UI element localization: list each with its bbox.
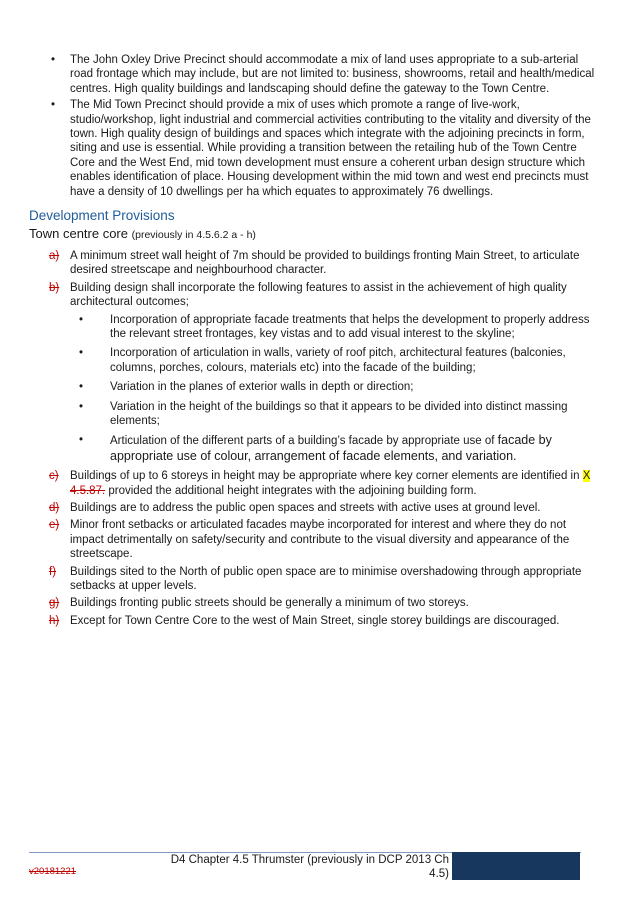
provision-a: [29, 249, 597, 278]
provision-text-end: provided the additional height integrates with the adjoining building form.: [105, 484, 477, 497]
sub-item-text: Variation in the planes of exterior walls in depth or direction;: [110, 381, 414, 394]
list-marker: f): [49, 565, 57, 578]
list-marker: b): [49, 281, 60, 294]
list-item: [29, 380, 597, 394]
bullet-icon: •: [51, 54, 56, 66]
bullet-icon: •: [79, 381, 84, 394]
bullet-icon: •: [79, 434, 84, 447]
provisions-list: [29, 249, 597, 628]
provision-g: [29, 596, 597, 610]
sub-item-text: Articulation of the different parts of a building’s facade by appropriate use of: [110, 435, 498, 448]
bullet-icon: •: [79, 347, 84, 360]
list-item: [29, 53, 597, 96]
highlight-mark: X: [582, 470, 591, 483]
provision-text: Buildings of up to 6 storeys in height may be appropriate where key corner elements are identified in: [70, 470, 583, 483]
page-content: [29, 53, 597, 631]
list-marker: c): [49, 470, 59, 483]
list-item: [29, 400, 597, 429]
list-item: [29, 98, 597, 199]
provision-h: [29, 614, 597, 628]
provision-text: Minor front setbacks or articulated facades maybe incorporated for interest and where they do not impact detrimentally on safety/security and contribute to the visual diversity and appearance of the streetscape.: [70, 519, 570, 561]
provision-text: A minimum street wall height of 7m should be provided to buildings fronting Main Street, to articulate desired streetscape and neighbourhood character.: [70, 249, 580, 277]
provision-d: [29, 501, 597, 515]
provision-text: Buildings are to address the public open spaces and streets with active uses at ground level.: [70, 501, 541, 514]
footer-color-block: [452, 852, 580, 880]
list-marker: d): [49, 501, 60, 514]
intro-bullet-text: The Mid Town Precinct should provide a mix of uses which promote a range of live-work, studio/workshop, light industrial and commercial activities contributing to the vitality and diversity of the town. High quality design of buildings and spaces which integrate with the adjoining precincts in form, siting and use is essential. While providing a transition between the retailing hub of the Town Centre Core and the West End, mid town development must ensure a coherent urban design structure which enables identification of place. Housing development within the mid town and west end precincts must have a density of 10 dwellings per ha which equates to approximately 76 dwellings.: [70, 99, 591, 198]
provision-text: Buildings sited to the North of public open space are to minimise overshadowing through appropriate setbacks at upper levels.: [70, 565, 582, 592]
subheading: [29, 227, 597, 242]
list-item: [29, 346, 597, 375]
subheading-note: (previously in 4.5.6.2 a - h): [131, 229, 256, 242]
bullet-icon: •: [79, 313, 84, 326]
list-marker: e): [49, 519, 60, 532]
provision-b: [29, 281, 597, 464]
footer-title-line2: 4.5): [429, 868, 449, 880]
provision-text: Buildings fronting public streets should be generally a minimum of two storeys.: [70, 597, 469, 610]
provision-e: [29, 518, 597, 561]
footer-title-line1: D4 Chapter 4.5 Thrumster (previously in DCP 2013 Ch: [170, 854, 449, 866]
bullet-icon: •: [79, 400, 84, 413]
list-marker: g): [49, 597, 60, 610]
list-marker: a): [49, 249, 60, 262]
feature-sub-list: [70, 313, 597, 465]
sub-item-text: Variation in the height of the buildings so that it appears to be divided into distinct massing elements;: [110, 400, 568, 427]
intro-bullet-text: The John Oxley Drive Precinct should accommodate a mix of land uses appropriate to a sub-arterial road frontage which may include, but are not limited to: business, showrooms, retail and health/medical centres. High quality buildings and landscaping should define the gateway to the Town Centre.: [70, 54, 595, 95]
sub-item-text-large: facade by appropriate use of colour, arrangement of facade elements, and variation.: [110, 433, 552, 463]
section-heading: Development Provisions: [29, 208, 175, 224]
bullet-icon: •: [51, 99, 56, 112]
provision-f: [29, 565, 597, 594]
provision-text: Building design shall incorporate the following features to assist in the achievement of high quality architectural outcomes;: [70, 281, 567, 309]
list-item: [29, 433, 597, 464]
provision-text: Except for Town Centre Core to the west of Main Street, single storey buildings are discouraged.: [70, 614, 560, 627]
footer-title: [160, 853, 449, 881]
sub-item-text: Incorporation of appropriate facade treatments that helps the development to properly address the relevant street frontages, key vistas and to add visual interest to the skyline;: [110, 313, 590, 340]
intro-bullet-list: [29, 53, 597, 199]
list-item: [29, 313, 597, 342]
subheading-main: Town centre core: [29, 226, 128, 242]
version-stamp: v20181221: [29, 866, 77, 877]
deleted-reference: 4.5.87.: [70, 484, 106, 497]
list-marker: h): [49, 614, 60, 627]
sub-item-text: Incorporation of articulation in walls, variety of roof pitch, architectural features (balconies, columns, porches, colours, materials etc) into the facade of the building;: [110, 347, 566, 374]
provision-c: [29, 469, 597, 498]
